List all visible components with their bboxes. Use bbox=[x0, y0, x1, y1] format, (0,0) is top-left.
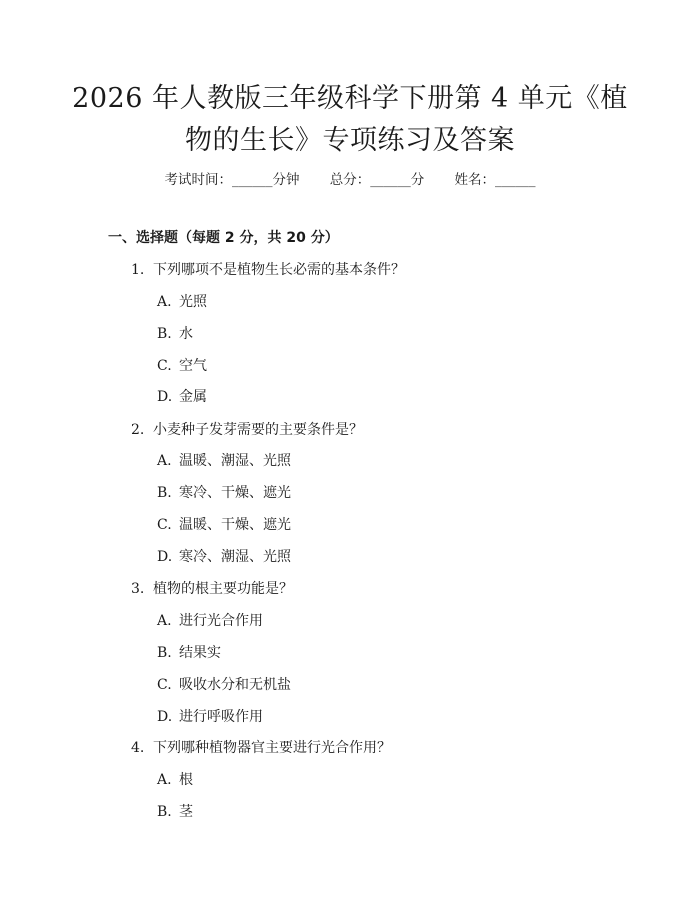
option-text: 吸收水分和无机盐 bbox=[179, 677, 291, 693]
exam-time-field: 考试时间：______分钟 bbox=[164, 172, 300, 188]
option-letter: D. bbox=[157, 389, 173, 405]
option-text: 水 bbox=[179, 326, 193, 342]
option-text: 温暖、潮湿、光照 bbox=[179, 453, 291, 469]
section-heading: 一、选择题（每题 2 分，共 20 分） bbox=[108, 230, 339, 246]
student-name-field: 姓名：______ bbox=[454, 172, 536, 188]
option-text: 进行呼吸作用 bbox=[179, 709, 263, 725]
option-text: 寒冷、干燥、遮光 bbox=[179, 485, 291, 501]
option-letter: B. bbox=[157, 804, 172, 820]
option-1c bbox=[157, 356, 207, 376]
exam-info-line bbox=[0, 170, 700, 190]
option-text: 根 bbox=[179, 772, 193, 788]
option-letter: B. bbox=[157, 326, 172, 342]
option-letter: C. bbox=[157, 677, 172, 693]
option-text: 寒冷、潮湿、光照 bbox=[179, 549, 291, 565]
option-letter: C. bbox=[157, 517, 172, 533]
option-text: 空气 bbox=[179, 358, 207, 374]
option-letter: D. bbox=[157, 549, 173, 565]
title-line-1: 2026 年人教版三年级科学下册第 4 单元《植 bbox=[72, 83, 628, 114]
option-text: 光照 bbox=[179, 294, 207, 310]
option-1b bbox=[157, 324, 193, 344]
option-letter: A. bbox=[157, 772, 172, 788]
option-2c bbox=[157, 515, 291, 535]
question-text: 下列哪种植物器官主要进行光合作用？ bbox=[153, 740, 391, 756]
option-2b bbox=[157, 483, 291, 503]
option-letter: B. bbox=[157, 645, 172, 661]
question-text: 植物的根主要功能是？ bbox=[153, 581, 293, 597]
total-score-field: 总分：______分 bbox=[329, 172, 425, 188]
question-text: 小麦种子发芽需要的主要条件是？ bbox=[153, 422, 363, 438]
option-4a bbox=[157, 770, 193, 790]
option-text: 结果实 bbox=[179, 645, 221, 661]
option-1d bbox=[157, 387, 207, 407]
question-3 bbox=[131, 579, 293, 599]
option-2d bbox=[157, 547, 291, 567]
question-4 bbox=[131, 738, 391, 758]
question-text: 下列哪项不是植物生长必需的基本条件？ bbox=[153, 262, 405, 278]
question-number: 4. bbox=[131, 740, 145, 756]
option-text: 茎 bbox=[179, 804, 193, 820]
question-number: 2. bbox=[131, 422, 145, 438]
option-text: 进行光合作用 bbox=[179, 613, 263, 629]
option-1a bbox=[157, 292, 207, 312]
option-letter: A. bbox=[157, 613, 172, 629]
option-3b bbox=[157, 643, 221, 663]
option-4b bbox=[157, 802, 193, 822]
option-2a bbox=[157, 451, 291, 471]
question-1 bbox=[131, 260, 405, 280]
option-letter: C. bbox=[157, 358, 172, 374]
document-title bbox=[70, 78, 630, 162]
option-letter: A. bbox=[157, 294, 172, 310]
option-3d bbox=[157, 707, 263, 727]
question-number: 3. bbox=[131, 581, 145, 597]
option-text: 金属 bbox=[179, 389, 207, 405]
question-2 bbox=[131, 420, 363, 440]
option-letter: D. bbox=[157, 709, 173, 725]
option-3c bbox=[157, 675, 291, 695]
title-line-2: 物的生长》专项练习及答案 bbox=[185, 125, 515, 156]
option-letter: A. bbox=[157, 453, 172, 469]
question-number: 1. bbox=[131, 262, 145, 278]
option-text: 温暖、干燥、遮光 bbox=[179, 517, 291, 533]
option-letter: B. bbox=[157, 485, 172, 501]
option-3a bbox=[157, 611, 263, 631]
